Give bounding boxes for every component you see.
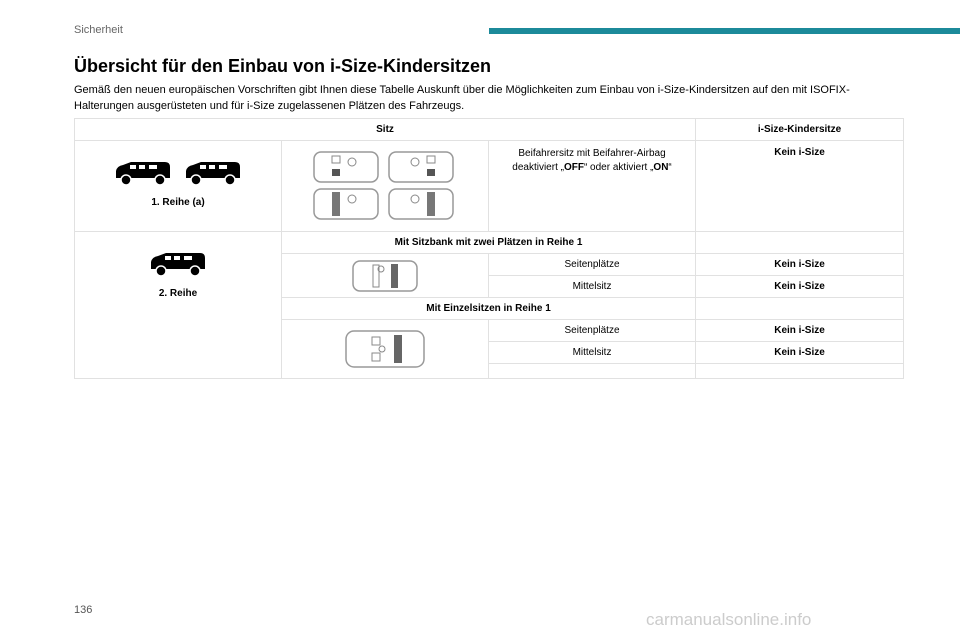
group2-value-side: Kein i-Size [696, 320, 904, 342]
group1-seat-middle: Mittelsitz [489, 276, 696, 298]
group1-title: Mit Sitzbank mit zwei Plätzen in Reihe 1 [282, 232, 696, 254]
row1-caption-cell [489, 141, 696, 232]
group2-value-middle: Kein i-Size [696, 342, 904, 364]
seat-plan-icon [344, 329, 426, 369]
seat-plan-icon [387, 150, 455, 184]
col-header-isize: i-Size-Kindersitze [696, 119, 904, 141]
seat-plan-icon [312, 150, 380, 184]
group2-seat-middle: Mittelsitz [489, 342, 696, 364]
group2-plan-cell [282, 320, 489, 379]
row2-label-cell [75, 232, 282, 379]
page-title: Übersicht für den Einbau von i-Size-Kindersitzen [74, 56, 492, 76]
seat-plan-icon [351, 259, 419, 293]
group2-title-empty [696, 298, 904, 320]
row-label-second: 2. Reihe [158, 288, 198, 299]
row1-plans-cell [282, 141, 489, 232]
header-accent-bar [489, 28, 960, 34]
watermark: carmanualsonline.info [646, 610, 812, 629]
seat-plan-icon [312, 187, 380, 221]
group1-plan-cell [282, 254, 489, 298]
seat-plan-icon [387, 187, 455, 221]
group2-spacer-seat [489, 364, 696, 379]
group2-title: Mit Einzelsitzen in Reihe 1 [282, 298, 696, 320]
group2-spacer-value [696, 364, 904, 379]
col-header-seat: Sitz [75, 119, 696, 141]
isize-table [74, 118, 904, 379]
van-side-icon [148, 250, 208, 278]
page-number: 136 [74, 604, 93, 616]
van-side-icon [183, 159, 243, 187]
row1-caption: Beifahrersitz mit Beifahrer-Airbag deaktiviert „OFF“ oder aktiviert „ON“ [512, 148, 672, 173]
section-title: Sicherheit [74, 24, 123, 36]
intro-paragraph: Gemäß den neuen europäischen Vorschriften gibt Ihnen diese Tabelle Auskunft über die Möglichkeiten zum Einbau von i-Size-Kindersitzen auf den mit ISOFIX-Halterungen ausgerüsteten und für i-Size zugelassenen Plätzen des Fahrzeugs. [74, 84, 850, 112]
group1-seat-side: Seitenplätze [489, 254, 696, 276]
group2-seat-side: Seitenplätze [489, 320, 696, 342]
van-side-icon [113, 159, 173, 187]
group1-value-middle: Kein i-Size [696, 276, 904, 298]
row-label-first: 1. Reihe (a) [151, 197, 205, 208]
row1-label-cell [75, 141, 282, 232]
row1-value: Kein i-Size [696, 141, 904, 232]
group1-value-side: Kein i-Size [696, 254, 904, 276]
group1-title-empty [696, 232, 904, 254]
